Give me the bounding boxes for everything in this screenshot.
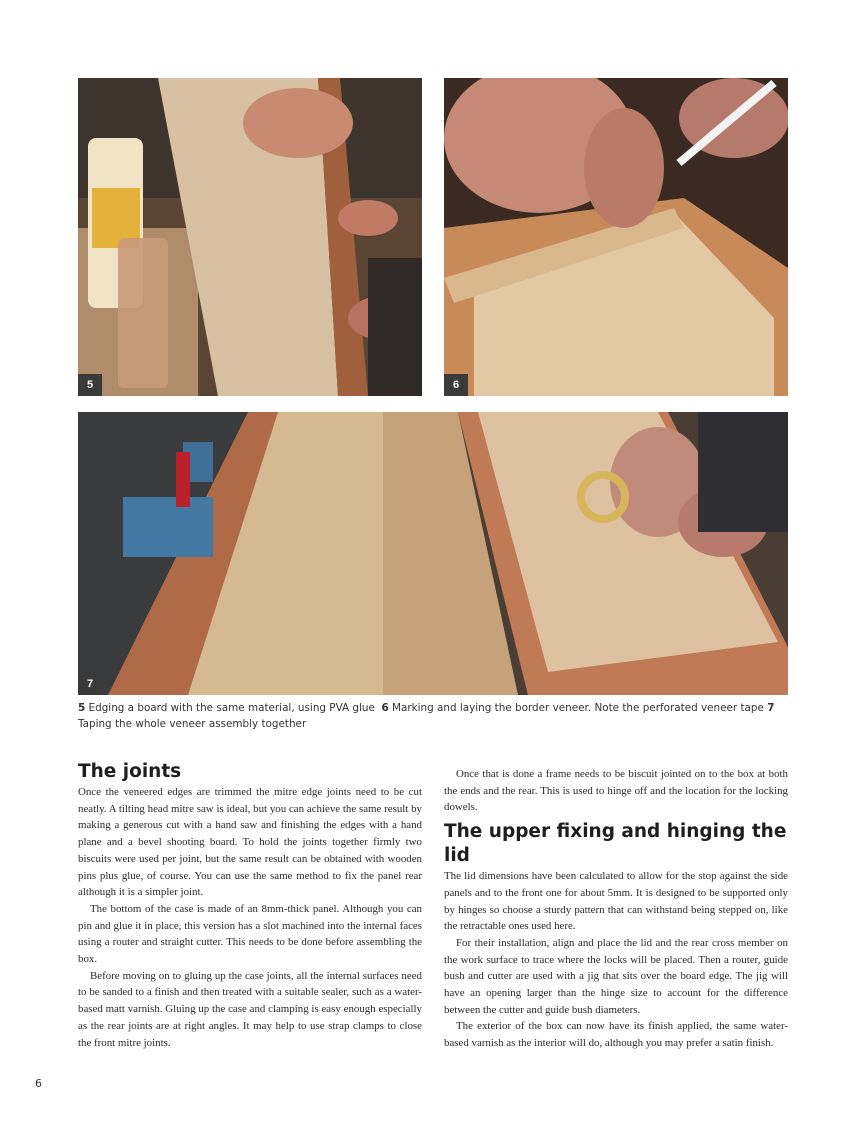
photo-number: 7 bbox=[78, 673, 102, 695]
photo-marking-veneer bbox=[444, 78, 788, 396]
caption-number: 6 bbox=[381, 702, 389, 714]
caption-text: Marking and laying the border veneer. Note the perforated veneer tape bbox=[392, 702, 764, 714]
page-number: 6 bbox=[35, 1077, 42, 1090]
body-paragraph: The bottom of the case is made of an 8mm-thick panel. Although you can pin and glue it in place, this version has a slot machined into the internal faces using a router and straight cutter. This needs to be done before assembling the box. bbox=[78, 902, 422, 966]
photo-edging-board bbox=[78, 78, 422, 396]
right-column bbox=[444, 766, 788, 1052]
photo-taping-veneer bbox=[78, 412, 788, 695]
body-paragraph: Before moving on to gluing up the case joints, all the internal surfaces need to be sanded to a finish and then treated with a suitable sealer, such as a water-based matt varnish. Gluing up the case and clamping is easy enough especially as the rear joints are at right angles. It may help to use strap clamps to close the front mitre joints. bbox=[78, 969, 422, 1049]
caption-number: 5 bbox=[78, 702, 86, 714]
photo-caption bbox=[78, 701, 790, 732]
photo-number: 6 bbox=[444, 374, 468, 396]
section-heading: The upper fixing and hinging the lid bbox=[444, 821, 787, 867]
left-column bbox=[78, 760, 422, 1051]
body-paragraph: The lid dimensions have been calculated to allow for the stop against the side panels and to the front one for about 5mm. It is designed to be supported only by hinges so choose a sturdy pattern that can withstand being stepped on, like the retractable ones used here. bbox=[444, 870, 788, 933]
body-paragraph: For their installation, align and place the lid and the rear cross member on the work surface to trace where the locks will be placed. Then a router, guide bush and cutter are used with a jig that sits over the board edge. The jig will have an opening larger than the hinge size to account for the difference between the cutter and guide bush diameters. bbox=[444, 936, 788, 1016]
caption-text: Taping the whole veneer assembly together bbox=[78, 717, 307, 730]
section-heading: The joints bbox=[78, 761, 182, 782]
body-paragraph: Once that is done a frame needs to be biscuit jointed on to the box at both the ends and the rear. This is used to hinge off and the location for the locking dowels. bbox=[444, 768, 788, 814]
caption-number: 7 bbox=[767, 702, 775, 714]
photo-5-image bbox=[78, 78, 422, 396]
photo-6-image bbox=[444, 78, 788, 396]
photo-7-image bbox=[78, 412, 788, 695]
caption-text: Edging a board with the same material, using PVA glue bbox=[88, 702, 375, 714]
body-paragraph: The exterior of the box can now have its finish applied, the same water-based varnish as the interior will do, although you may prefer a satin finish. bbox=[444, 1020, 788, 1050]
photo-number: 5 bbox=[78, 374, 102, 396]
body-paragraph: Once the veneered edges are trimmed the mitre edge joints need to be cut neatly. A tilting head mitre saw is ideal, but you can achieve the same result by making a generous cut with a hand saw and finishing the edges with a hand plane and a bevel shooting board. To hold the joints together firmly two biscuits were used per joint, but the same result can be obtained with wooden pins plus glue, of course. You can use the same method to fix the panel rear although it is a simpler joint. bbox=[78, 786, 422, 899]
